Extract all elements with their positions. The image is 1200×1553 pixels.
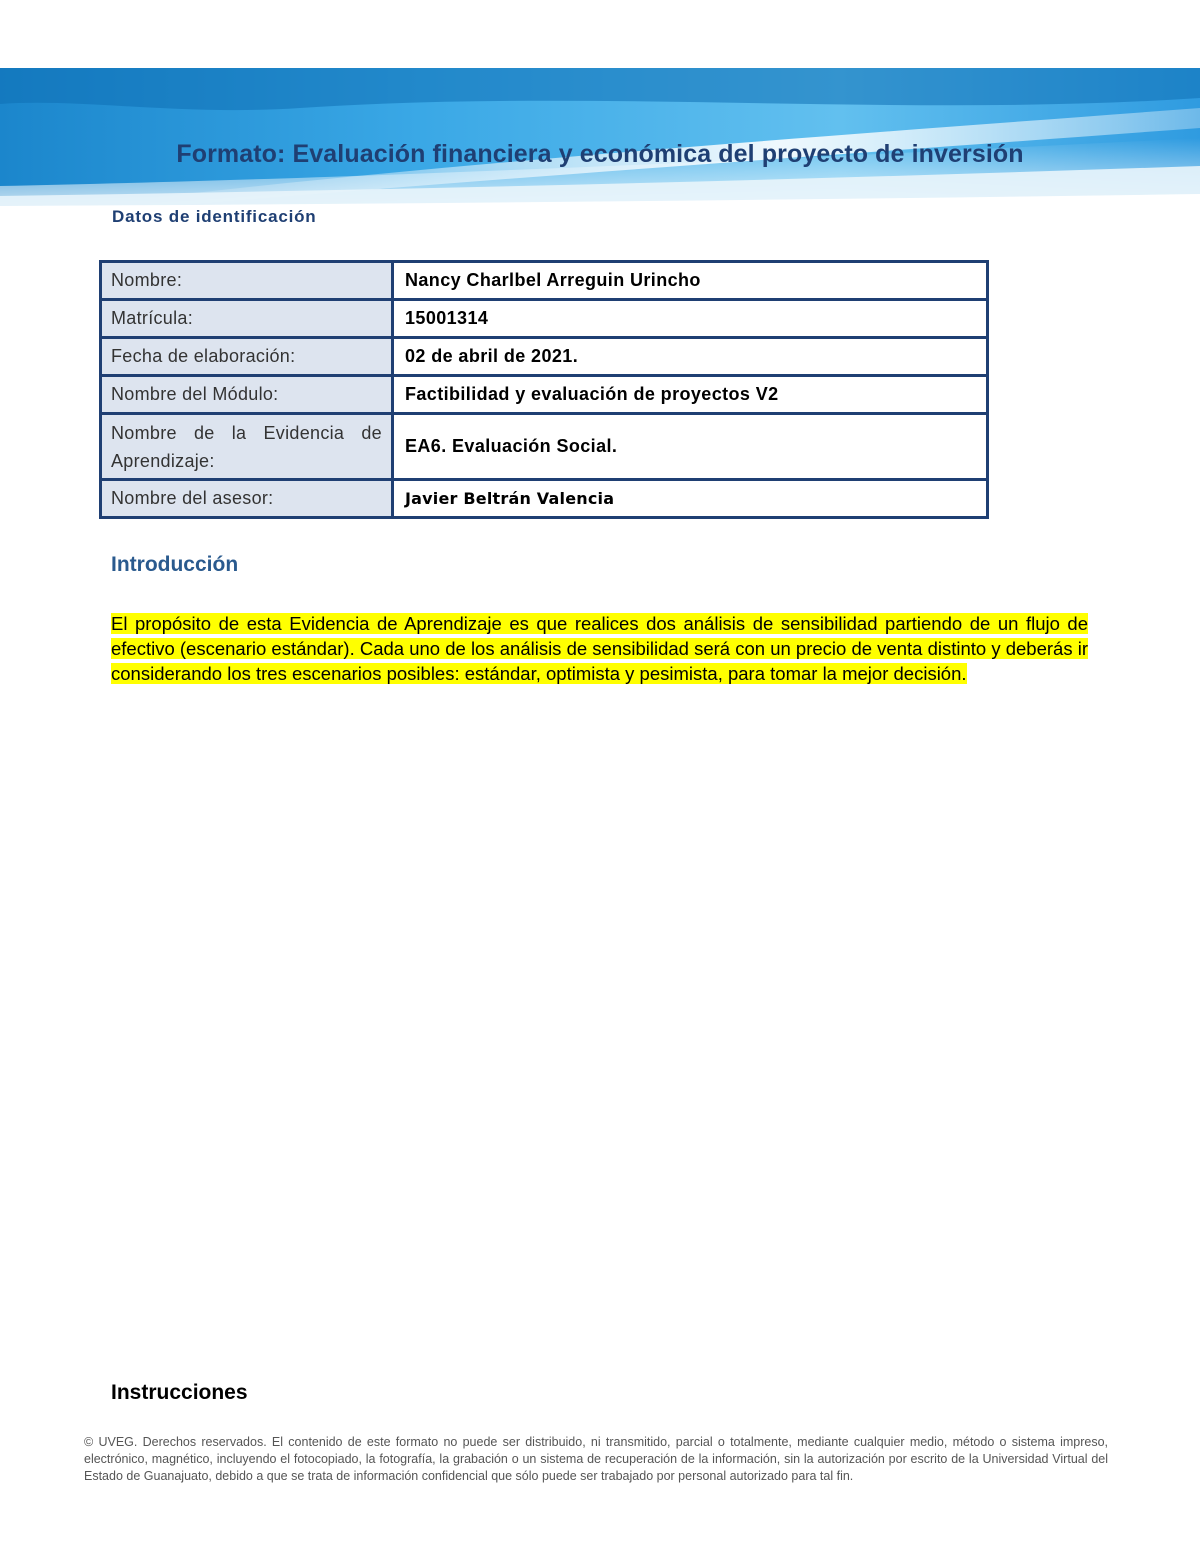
identification-heading: Datos de identificación	[112, 207, 317, 226]
row-value-modulo: Factibilidad y evaluación de proyectos V2	[393, 376, 988, 414]
row-label-evidencia: Nombre de la Evidencia de Aprendizaje:	[101, 414, 393, 480]
row-value-matricula: 15001314	[393, 300, 988, 338]
table-row	[101, 376, 988, 414]
document-title: Formato: Evaluación financiera y económica del proyecto de inversión	[176, 140, 1024, 168]
row-label-matricula: Matrícula:	[101, 300, 393, 338]
table-row	[101, 262, 988, 300]
table-row	[101, 480, 988, 518]
table-row	[101, 414, 988, 480]
introduction-paragraph	[111, 611, 1088, 686]
row-label-fecha: Fecha de elaboración:	[101, 338, 393, 376]
row-value-evidencia: EA6. Evaluación Social.	[393, 414, 988, 480]
introduction-heading: Introducción	[111, 553, 239, 576]
table-row	[101, 300, 988, 338]
instructions-heading: Instrucciones	[111, 1381, 248, 1404]
row-value-fecha: 02 de abril de 2021.	[393, 338, 988, 376]
identification-table	[99, 260, 989, 519]
copyright-footer: © UVEG. Derechos reservados. El contenido de este formato no puede ser distribuido, ni transmitido, parcial o totalmente, mediante cualquier medio, método o sistema impreso, electrónico, magnético, incluyendo el fotocopiado, la fotografía, la grabación o un sistema de recuperación de la información, sin la autorización por escrito de la Universidad Virtual del Estado de Guanajuato, debido a que se trata de información confidencial que sólo puede ser trabajado por personal autorizado para tal fin.	[84, 1435, 1108, 1483]
introduction-highlighted-text: El propósito de esta Evidencia de Aprendizaje es que realices dos análisis de sensibilidad partiendo de un flujo de efectivo (escenario estándar). Cada uno de los análisis de sensibilidad será con un precio de venta distinto y deberás ir considerando los tres escenarios posibles: estándar, optimista y pesimista, para tomar la mejor decisión.	[111, 613, 1088, 684]
row-label-modulo: Nombre del Módulo:	[101, 376, 393, 414]
row-value-asesor: Javier Beltrán Valencia	[393, 480, 988, 518]
row-value-nombre: Nancy Charlbel Arreguin Urincho	[393, 262, 988, 300]
table-row	[101, 338, 988, 376]
row-label-asesor: Nombre del asesor:	[101, 480, 393, 518]
row-label-nombre: Nombre:	[101, 262, 393, 300]
